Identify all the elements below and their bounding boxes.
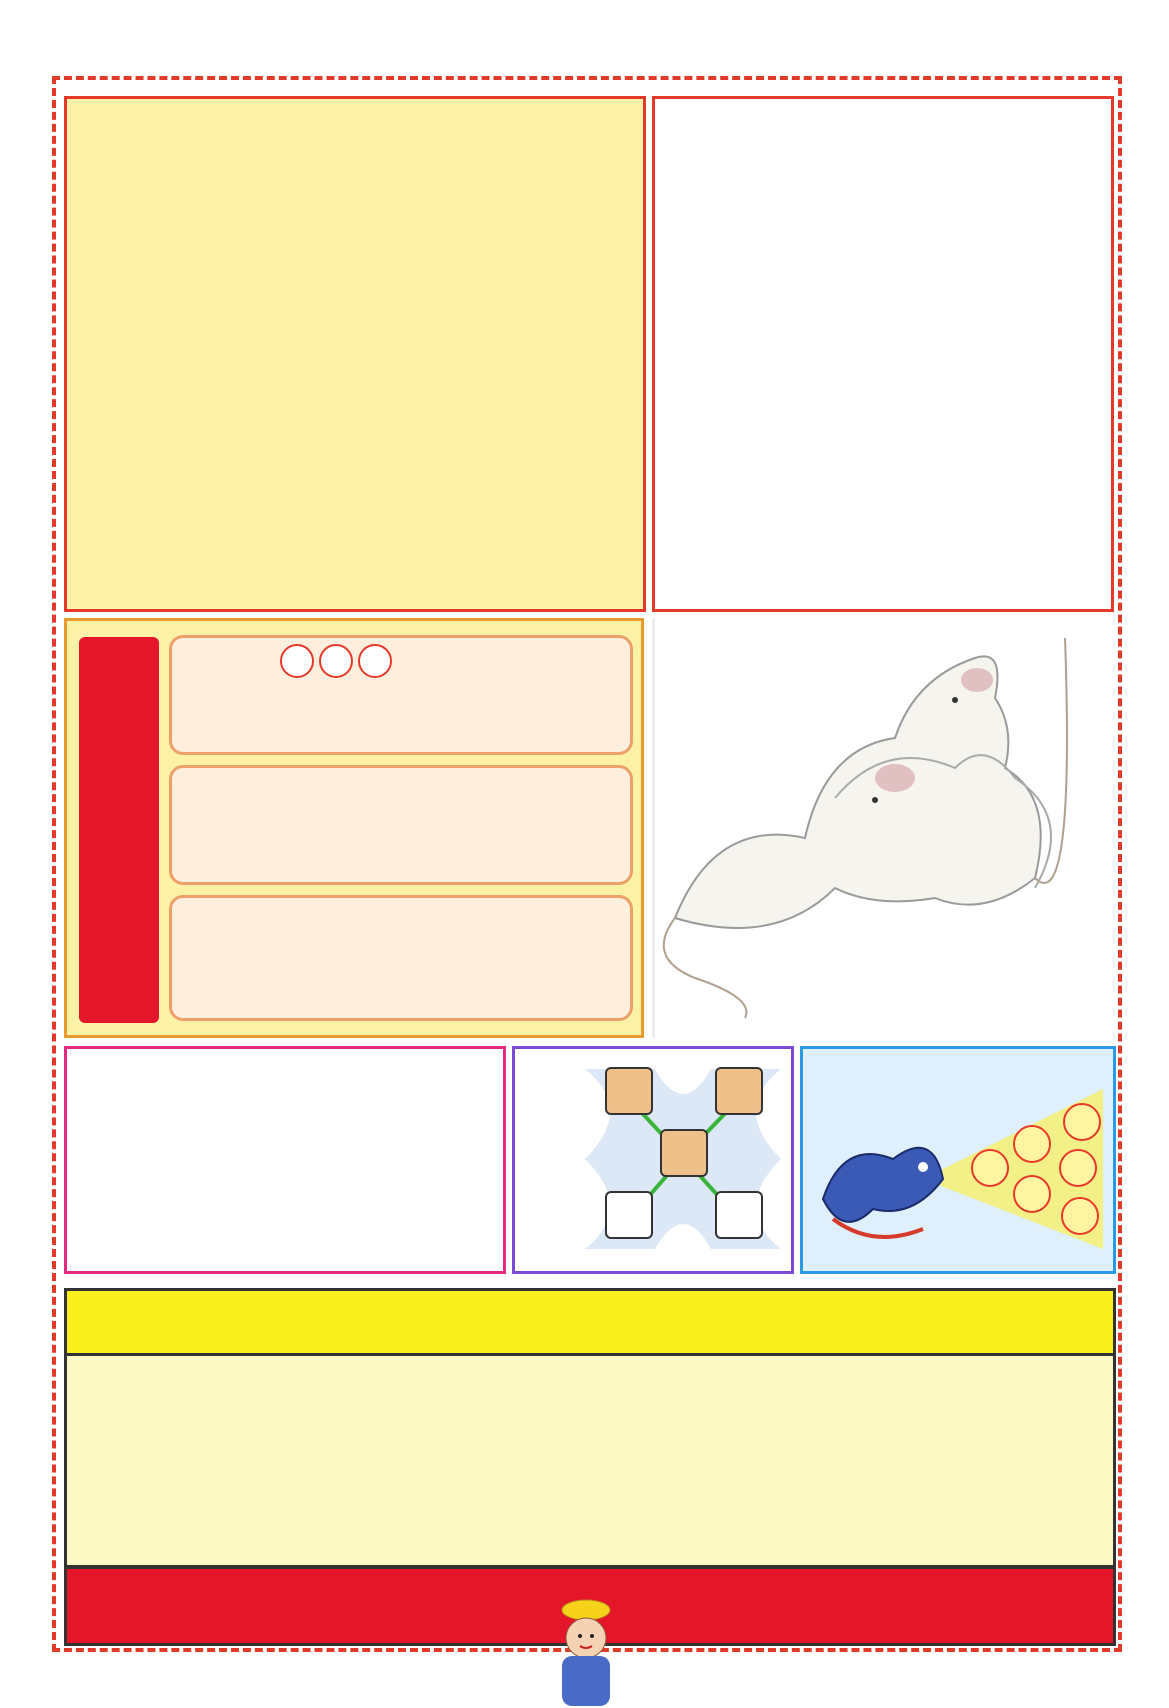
child-wave-panel — [64, 618, 644, 1038]
rat-illustration — [655, 618, 1117, 1038]
zodiac-bagua-panel — [652, 96, 1114, 612]
zodiac-relations-panel — [512, 1046, 794, 1274]
recommend-panel — [64, 1288, 1116, 1568]
snake-icon — [605, 1067, 653, 1115]
tip-1-header — [280, 644, 392, 685]
recommend-banner — [67, 1291, 1113, 1356]
pearl-ball — [971, 1149, 1009, 1187]
zodiac-wheel — [705, 171, 1067, 533]
pearl-ball — [1059, 1149, 1097, 1187]
dragon-pearl-panel — [800, 1046, 1116, 1274]
lucky-boy-illustration — [540, 1590, 632, 1708]
rat-illustration-panel — [652, 618, 1117, 1038]
pearl-ball — [1061, 1197, 1099, 1235]
horse-icon — [715, 1191, 763, 1239]
number-ball — [280, 644, 314, 678]
pearl-ball — [1063, 1103, 1101, 1141]
rooster-icon — [605, 1191, 653, 1239]
tip-card-3 — [169, 895, 633, 1021]
pig-icon — [660, 1129, 708, 1177]
rabbit-icon — [715, 1067, 763, 1115]
zodiac-poem-panel — [64, 1046, 506, 1274]
tip-card-2 — [169, 765, 633, 885]
special-code-poem-panel — [64, 96, 646, 612]
pearl-ball — [1013, 1125, 1051, 1163]
number-ball — [358, 644, 392, 678]
wave-side-title — [79, 637, 159, 1023]
pearl-ball — [1013, 1175, 1051, 1213]
tip-card-1 — [169, 635, 633, 755]
number-ball — [319, 644, 353, 678]
